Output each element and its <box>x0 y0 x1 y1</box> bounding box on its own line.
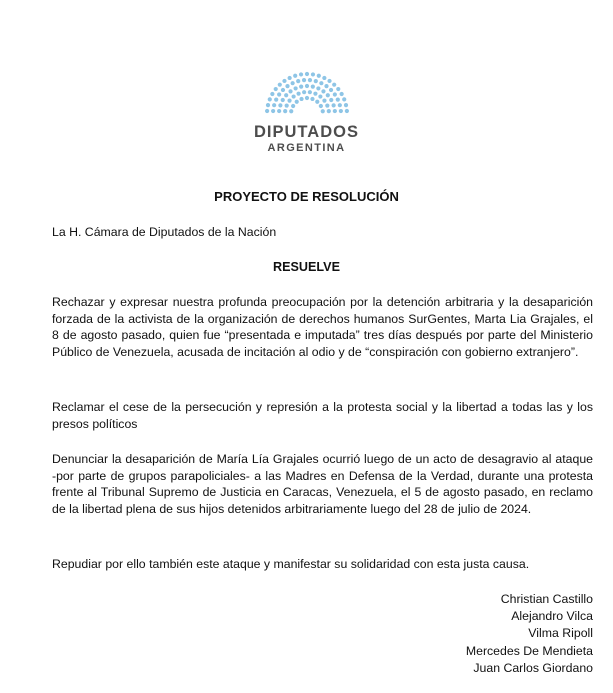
seat-dot <box>296 92 300 96</box>
seat-dot <box>273 87 277 91</box>
seat-dot <box>271 109 275 113</box>
seat-dot <box>332 83 336 87</box>
paragraph-1: Rechazar y expresar nuestra profunda preocupación por la detención arbitraria y la desaparición forzada de la activista de la organización de derechos humanos SurGentes, Marta Lia Grajales, el 8 de agosto pasado, quien fue “presentada e imputada” tres días después por parte del Ministerio Público de Venezuela, acusada de incitación al odio y de “conspiración con gobierno extranjero”. <box>52 295 593 359</box>
seat-dot <box>304 96 308 100</box>
seat-dot <box>304 72 308 76</box>
seat-dot <box>339 92 343 96</box>
seat-dot <box>265 109 269 113</box>
seat-dot <box>291 94 295 98</box>
seat-dot <box>337 103 341 107</box>
seat-dot <box>302 90 306 94</box>
seat-dot <box>332 109 336 113</box>
seat-dot <box>284 103 288 107</box>
seat-dot <box>277 92 281 96</box>
seat-dot <box>332 92 336 96</box>
seat-dot <box>310 72 314 76</box>
seat-dot <box>299 97 303 101</box>
seat-dot <box>284 93 288 97</box>
seat-dot <box>316 74 320 78</box>
seat-dot <box>313 92 317 96</box>
paragraph-2: Reclamar el cese de la persecución y represión a la protesta social y la libertad a todas las y los presos políticos <box>52 400 593 431</box>
seat-dot <box>278 103 282 107</box>
seat-dot <box>296 79 300 83</box>
seat-dot <box>290 81 294 85</box>
seat-dot <box>265 103 269 107</box>
logo-subtitle: ARGENTINA <box>267 142 346 154</box>
seat-dot <box>274 98 278 102</box>
seat-dot <box>325 103 329 107</box>
seat-dot <box>287 99 291 103</box>
seat-dot <box>310 85 314 89</box>
seat-dot <box>277 109 281 113</box>
seat-dot <box>331 103 335 107</box>
seat-dot <box>342 97 346 101</box>
seat-dot <box>291 104 295 108</box>
signer-name: Alejandro Vilca <box>511 609 593 624</box>
seat-dot <box>282 79 286 83</box>
seat-dot <box>288 89 292 93</box>
seat-dot <box>307 90 311 94</box>
seat-dot <box>301 78 305 82</box>
seat-dot <box>287 76 291 80</box>
seat-dot <box>283 109 287 113</box>
hemicycle-seats-icon <box>247 68 367 116</box>
signer-name: Vilma Ripoll <box>528 626 593 641</box>
seat-dot <box>329 98 333 102</box>
seat-dot <box>335 98 339 102</box>
seat-dot <box>318 104 322 108</box>
seat-dot <box>324 84 328 88</box>
diputados-logo <box>0 68 613 156</box>
paragraph-3: Denunciar la desaparición de María Lía Grajales ocurrió luego de un acto de desagravio al ataque -por parte de grupos parapoliciales- a las Madres en Defensa de la Verdad, durante una protesta frente al Tribunal Supremo de Justicia en Caracas, Venezuela, el 5 de agosto pasado, en reclamo de la libertad plena de sus hijos detenidos arbitrariamente luego del 28 de julio de 2024. <box>52 452 593 516</box>
seat-dot <box>270 92 274 96</box>
seat-dot <box>322 99 326 103</box>
seat-dot <box>304 84 308 88</box>
seat-dot <box>294 100 298 104</box>
signer-name: Juan Carlos Giordano <box>473 660 593 675</box>
seat-dot <box>326 109 330 113</box>
seat-dot <box>280 98 284 102</box>
seat-dot <box>319 81 323 85</box>
seat-dot <box>315 100 319 104</box>
seat-dot <box>321 89 325 93</box>
signers-list <box>466 591 593 677</box>
seat-dot <box>299 85 303 89</box>
seat-dot <box>344 109 348 113</box>
seat-dot <box>316 86 320 90</box>
seat-dot <box>318 94 322 98</box>
seat-dot <box>336 87 340 91</box>
seat-dot <box>338 109 342 113</box>
seat-dot <box>293 74 297 78</box>
seat-dot <box>289 109 293 113</box>
signer-name: Mercedes De Mendieta <box>465 643 593 658</box>
seat-dot <box>322 76 326 80</box>
seat-dot <box>298 72 302 76</box>
seat-dot <box>327 79 331 83</box>
seat-dot <box>267 97 271 101</box>
seat-dot <box>293 86 297 90</box>
seat-dot <box>343 103 347 107</box>
seat-dot <box>310 97 314 101</box>
seat-dot <box>285 84 289 88</box>
seat-dot <box>277 83 281 87</box>
paragraph-4: Repudiar por ello también este ataque y manifestar su solidaridad con esta justa causa. <box>52 557 530 571</box>
seat-dot <box>307 78 311 82</box>
seat-dot <box>328 88 332 92</box>
signer-name: Christian Castillo <box>500 592 593 606</box>
seat-dot <box>280 88 284 92</box>
chamber-line: La H. Cámara de Diputados de la Nación <box>52 225 277 239</box>
seat-dot <box>320 109 324 113</box>
document-heading: PROYECTO DE RESOLUCIÓN <box>214 189 399 204</box>
logo-title: DIPUTADOS <box>254 123 359 141</box>
seat-dot <box>272 103 276 107</box>
resolves-heading: RESUELVE <box>273 260 340 274</box>
seat-dot <box>313 79 317 83</box>
seat-dot <box>325 93 329 97</box>
